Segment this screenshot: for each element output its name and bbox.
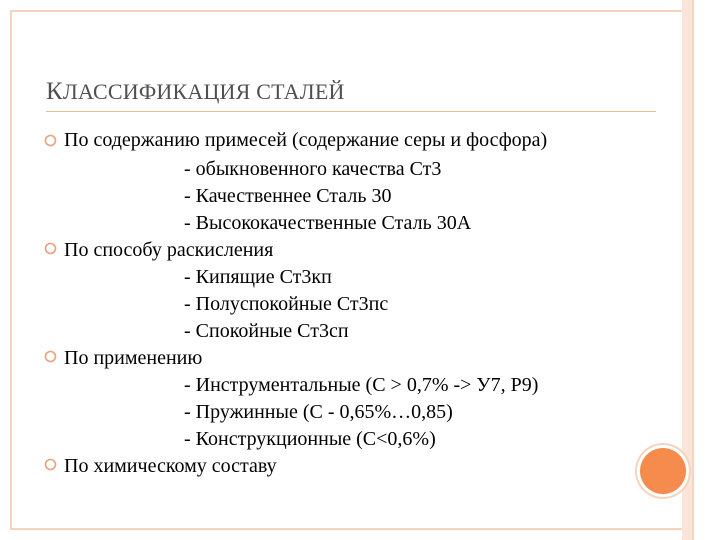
sub-item: - Кипящие Ст3кп [184, 266, 332, 288]
sub-item: - Пружинные (С - 0,65%…0,85) [184, 401, 453, 423]
sub-item: - обыкновенного качества Ст3 [184, 158, 442, 180]
sub-item: - Качественнее Сталь 30 [184, 185, 392, 207]
sub-item: - Полуспокойные Ст3пс [184, 293, 389, 315]
list-item-label: По применению [64, 347, 203, 369]
list-item [44, 453, 654, 480]
slide-title-initial: К [46, 78, 63, 105]
sub-item: - Спокойные Ст3сп [184, 320, 349, 342]
list-item-label: По способу раскисления [64, 239, 274, 261]
circle-bullet-icon [44, 134, 57, 147]
list-item [44, 345, 654, 453]
circle-bullet-icon [44, 242, 57, 255]
circle-bullet-icon [44, 458, 57, 471]
right-decorative-bar [682, 0, 692, 540]
list-item-label: По химическому составу [64, 455, 277, 477]
list-item [44, 129, 654, 237]
sub-item: - Высококачественные Сталь 30А [184, 212, 472, 234]
circle-bullet-icon [44, 350, 57, 363]
bullet-list [44, 126, 654, 480]
slide-title-rest: ЛАССИФИКАЦИЯ СТАЛЕЙ [62, 79, 345, 104]
right-decorative-line [692, 0, 694, 540]
sub-item: - Конструкционные (С<0,6%) [184, 428, 436, 450]
decorative-orange-circle [640, 448, 686, 494]
sub-item: - Инструментальные (С > 0,7% -> У7, Р9) [184, 374, 539, 396]
list-item [44, 237, 654, 345]
slide-title [46, 78, 345, 106]
list-item-label: По содержанию примесей (содержание серы и фосфора) [64, 129, 548, 151]
title-underline [46, 111, 656, 112]
